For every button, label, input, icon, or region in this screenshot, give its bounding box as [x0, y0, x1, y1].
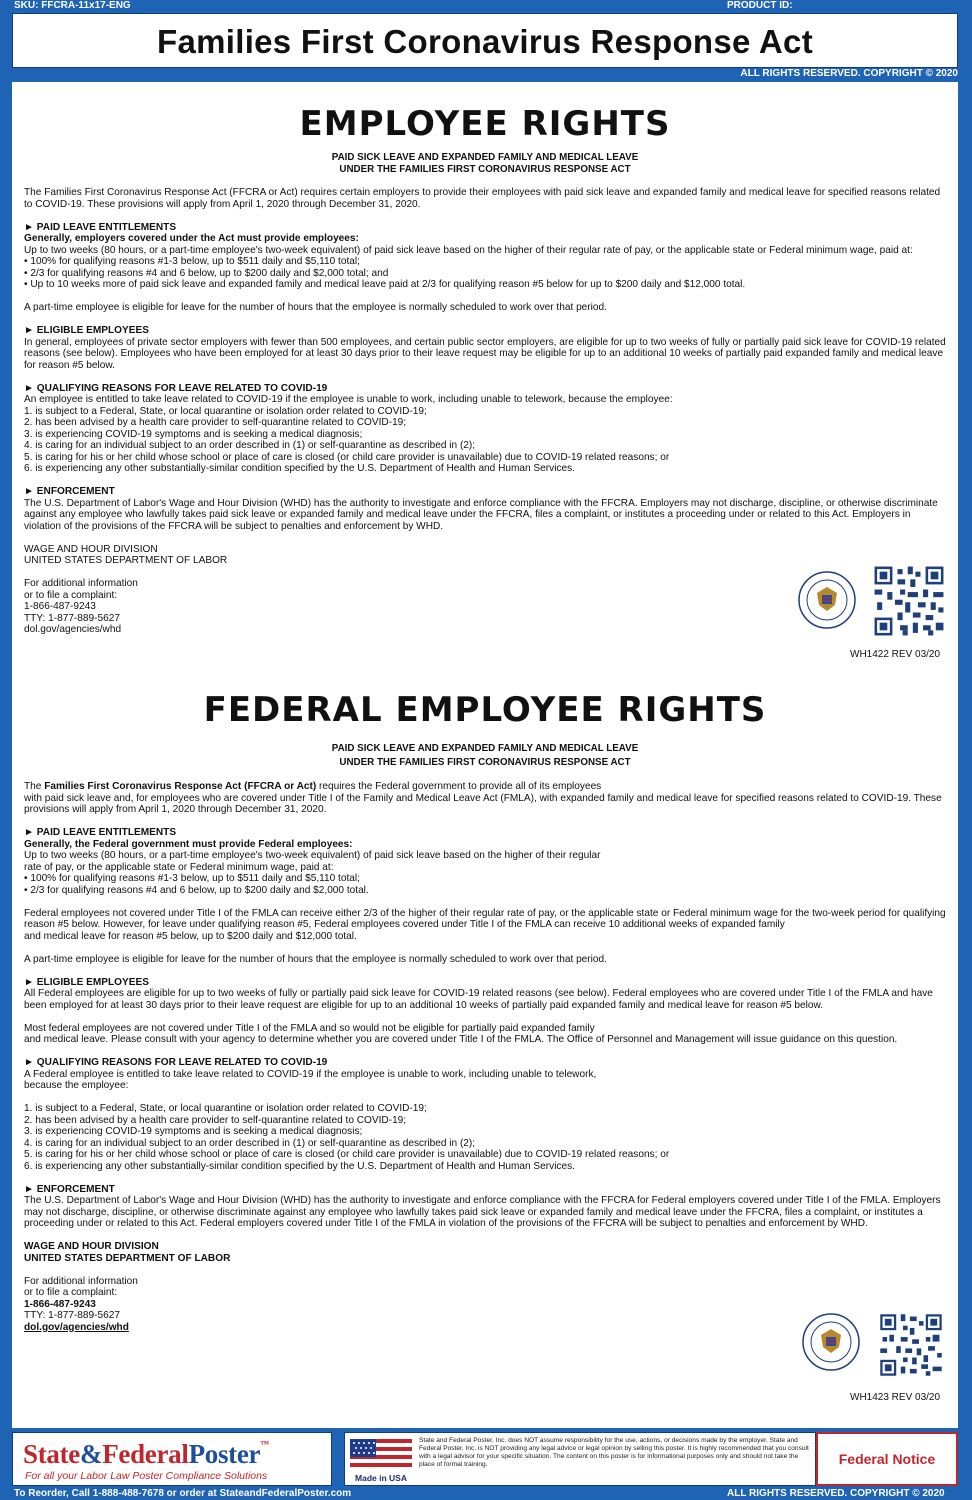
reason-item: 6. is experiencing any other substantially-similar condition specified by the U.S. Department of Health and Human Services. [24, 463, 575, 474]
federal-website-link[interactable]: dol.gov/agencies/whd [24, 1321, 129, 1333]
intro-text: The Families First Coronavirus Response Act (FFCRA or Act) requires certain employers to provide their employees with paid sick leave and expanded family and medical leave for specified reasons related to COVID-19. These provisions will apply from April 1, 2020 through December 31, 2020. [24, 187, 941, 210]
revision-label-1: WH1422 REV 03/20 [850, 649, 941, 660]
copyright-top: ALL RIGHTS RESERVED. COPYRIGHT © 2020 [740, 68, 958, 79]
tty-number: TTY: 1-877-889-5627 [24, 612, 120, 624]
federal-most-text-2: and medical leave. Please consult with your agency to determine whether you are covered under Title I of the FMLA. The Office of Personnel and Management will issue guidance on this question. [24, 1034, 898, 1045]
enforcement-heading: ► ENFORCEMENT [24, 486, 115, 497]
copyright-bottom: ALL RIGHTS RESERVED. COPYRIGHT © 2020 [727, 1488, 945, 1499]
reason-item: 3. is experiencing COVID-19 symptoms and is seeking a medical diagnosis; [24, 1126, 363, 1137]
federal-most-text-1: Most federal employees are not covered under Title I of the FMLA and so would not be eligible for partially paid expanded family [24, 1022, 595, 1034]
federal-qualifying-intro-1: A Federal employee is entitled to take leave related to COVID-19 if the employee is unable to work, including unable to telework, [24, 1068, 597, 1080]
federal-subtitle-1: PAID SICK LEAVE AND EXPANDED FAMILY AND MEDICAL LEAVE [331, 743, 639, 754]
federal-employee-rights-title: FEDERAL EMPLOYEE RIGHTS [203, 690, 767, 730]
sku-label: SKU: FFCRA-11x17-ENG [14, 0, 131, 11]
reason-item: 4. is caring for an individual subject to an order described in (1) or self-quarantine as described in (2); [24, 440, 476, 451]
enforcement-body: The U.S. Department of Labor's Wage and Hour Division (WHD) has the authority to investigate and enforce compliance with the FFCRA. Employers may not discharge, discipline, or otherwise discriminate against any employee who lawfully takes paid sick leave or expanded family and medical leave under the FFCRA, files a complaint, or institutes a proceeding under or related to this Act. Employers in violation of the provisions of the FFCRA will be subject to penalties and enforcement by WHD. [24, 497, 938, 532]
federal-qualifying-intro-2: because the employee: [24, 1080, 129, 1091]
federal-employee-rights-body [24, 781, 950, 1333]
federal-org-name-1: WAGE AND HOUR DIVISION [24, 1241, 159, 1252]
paid-leave-subheading: Generally, employers covered under the Act must provide employees: [24, 233, 359, 244]
federal-subtitle-2: UNDER THE FAMILIES FIRST CORONAVIRUS RESPONSE ACT [339, 757, 631, 768]
info-line-1: For additional information [24, 578, 138, 589]
brand-name: State&FederalPoster™ [23, 1439, 269, 1469]
paid-leave-bullet-2: • 2/3 for qualifying reasons #4 and 6 below, up to $200 daily and $2,000 total; and [24, 267, 389, 279]
paid-leave-body: Up to two weeks (80 hours, or a part-time employee's two-week equivalent) of paid sick leave based on the higher of their regular rate of pay, or the applicable state or Federal minimum wage, paid at: [24, 244, 913, 256]
reason-item: 1. is subject to a Federal, State, or local quarantine or isolation order related to COVID-19; [24, 1103, 427, 1114]
paid-leave-bullet-1: • 100% for qualifying reasons #1-3 below, up to $511 daily and $5,110 total; [24, 256, 360, 267]
website-link[interactable]: dol.gov/agencies/whd [24, 624, 122, 635]
reason-item: 5. is caring for his or her child whose school or place of care is closed (or child care provider is unavailable) due to COVID-19 related reasons; or [24, 451, 670, 463]
federal-notice-badge: Federal Notice [816, 1432, 958, 1486]
federal-paid-leave-body-1: Up to two weeks (80 hours, or a part-time employee's two-week equivalent) of paid sick leave based on the higher of their regular [24, 850, 601, 861]
federal-enforcement-body: The U.S. Department of Labor's Wage and Hour Division (WHD) has the authority to investigate and enforce compliance with the FFCRA for Federal employers covered under Title I of the FMLA. Employers may not discharge, discipline, or otherwise discriminate against any employee who lawfully takes paid sick leave or expanded family and medical leave under the FFCRA, files a complaint, or institutes a proceeding under or related to this Act. Federal employers covered under Title I of the FMLA in violation of the provisions of the FFCRA will be subject to penalties and enforcement by WHD. [24, 1195, 941, 1229]
federal-fmla-text-2: and medical leave for reason #5 below, up to $200 daily and $12,000 total. [24, 930, 357, 942]
phone-number: 1-866-487-9243 [24, 601, 96, 612]
org-name-2: UNITED STATES DEPARTMENT OF LABOR [24, 555, 228, 566]
title-box [12, 13, 958, 68]
employee-rights-title: EMPLOYEE RIGHTS [299, 104, 671, 144]
paid-leave-heading: ► PAID LEAVE ENTITLEMENTS [24, 221, 177, 233]
federal-phone-number: 1-866-487-9243 [24, 1298, 96, 1310]
federal-enforcement-heading: ► ENFORCEMENT [24, 1183, 115, 1195]
employee-rights-subtitle-2: UNDER THE FAMILIES FIRST CORONAVIRUS RESPONSE ACT [339, 164, 631, 175]
federal-eligible-body: All Federal employees are eligible for up to two weeks of fully or partially paid sick leave for COVID-19 related reasons (see below). Federal employees who are covered under Title I of the FMLA and have been employed for at least 30 days prior to their leave request are eligible for up to an additional 10 weeks of partially paid expanded family and medical leave for reason #5 below. [24, 988, 933, 1011]
reason-item: 2. has been advised by a health care provider to self-quarantine related to COVID-19; [24, 1114, 407, 1126]
federal-info-line-1: For additional information [24, 1275, 138, 1287]
reason-item: 2. has been advised by a health care provider to self-quarantine related to COVID-19; [24, 417, 407, 428]
qr-code-icon[interactable] [878, 1312, 944, 1378]
federal-qualifying-heading: ► QUALIFYING REASONS FOR LEAVE RELATED TO COVID-19 [24, 1057, 328, 1068]
org-name-1: WAGE AND HOUR DIVISION [24, 543, 158, 555]
qr-code-icon[interactable] [872, 564, 946, 638]
dol-seal-icon [798, 571, 856, 629]
dol-seal-icon [802, 1313, 860, 1371]
federal-tty-number: TTY: 1-877-889-5627 [24, 1310, 120, 1321]
federal-paid-leave-heading: ► PAID LEAVE ENTITLEMENTS [24, 827, 177, 838]
federal-eligible-heading: ► ELIGIBLE EMPLOYEES [24, 976, 149, 988]
reason-item: 4. is caring for an individual subject to an order described in (1) or self-quarantine as described in (2); [24, 1137, 476, 1149]
reason-item: 3. is experiencing COVID-19 symptoms and is seeking a medical diagnosis; [24, 428, 363, 440]
reorder-link[interactable]: To Reorder, Call 1-888-488-7678 or order at StateandFederalPoster.com [14, 1488, 352, 1499]
qualifying-heading: ► QUALIFYING REASONS FOR LEAVE RELATED TO COVID-19 [24, 382, 328, 394]
federal-intro-text: The Families First Coronavirus Response Act (FFCRA or Act) requires the Federal government to provide all of its employees [24, 781, 602, 792]
brand-logo-box [12, 1432, 332, 1486]
brand-tagline: For all your Labor Law Poster Compliance Solutions [25, 1470, 268, 1482]
made-in-usa-label: Made in USA [355, 1473, 407, 1483]
disclaimer-text: State and Federal Poster, Inc. does NOT assume responsibility for the use, actions, or decisions made by the employer. State and Federal Poster, Inc. is NOT providing any legal advice or legal opinion by selling this poster. It is highly recommended that you consult with a legal advisor for your specific situation. The content on this poster is for informational purposes only and should not take the place of formal training. [419, 1437, 809, 1469]
federal-paid-leave-subheading: Generally, the Federal government must provide Federal employees: [24, 838, 353, 850]
employee-rights-body [24, 187, 950, 636]
employee-rights-subtitle-1: PAID SICK LEAVE AND EXPANDED FAMILY AND MEDICAL LEAVE [331, 152, 639, 163]
poster-title: Families First Coronavirus Response Act [157, 23, 813, 60]
eligible-heading: ► ELIGIBLE EMPLOYEES [24, 325, 149, 336]
product-id-label: PRODUCT ID: [727, 0, 793, 11]
federal-paid-leave-bullet-1: • 100% for qualifying reasons #1-3 below, up to $511 daily and $5,110 total; [24, 873, 360, 884]
info-line-2: or to file a complaint: [24, 589, 118, 601]
eligible-body: In general, employees of private sector employers with fewer than 500 employees, and certain public sector employers, are eligible for up to two weeks of fully or partially paid sick leave for COVID-19 related reasons (see below). Employees who have been employed for at least 30 days prior to their leave request may be eligible for up to an additional 10 weeks of partially paid expanded family and medical leave for reason #5 below. [24, 336, 946, 371]
federal-paid-leave-bullet-2: • 2/3 for qualifying reasons #4 and 6 below, up to $200 daily and $2,000 total. [24, 884, 369, 896]
paid-leave-bullet-3: • Up to 10 weeks more of paid sick leave and expanded family and medical leave paid at 2/3 for qualifying reason #5 below for up to $200 daily and $12,000 total. [24, 279, 746, 290]
top-bar [0, 0, 972, 12]
federal-org-name-2: UNITED STATES DEPARTMENT OF LABOR [24, 1252, 231, 1264]
federal-info-line-2: or to file a complaint: [24, 1287, 118, 1298]
bottom-bar [0, 1487, 972, 1500]
federal-fmla-text-1: Federal employees not covered under Title I of the FMLA can receive either 2/3 of the higher of their regular rate of pay, or the applicable state or Federal minimum wage for the two-week period for qualifying reason #5 below. However, for leave under qualifying reason #5, Federal employees covered under Title I of the FMLA can receive 10 additional weeks of expanded family [24, 907, 946, 930]
qualifying-intro: An employee is entitled to take leave related to COVID-19 if the employee is unable to work, including unable to telework, because the employee: [24, 394, 673, 405]
part-time-text: A part-time employee is eligible for leave for the number of hours that the employee is normally scheduled to work over that period. [24, 302, 607, 313]
reason-item: 1. is subject to a Federal, State, or local quarantine or isolation order related to COVID-19; [24, 405, 427, 417]
poster-content [12, 82, 958, 1428]
federal-intro-rest: with paid sick leave and, for employees who are covered under Title I of the Family and Medical Leave Act (FMLA), with expanded family and medical leave for specified reasons related to COVID-19. These provisions will apply from April 1, 2020 through December 31, 2020. [24, 792, 942, 815]
reason-item: 5. is caring for his or her child whose school or place of care is closed (or child care provider is unavailable) due to COVID-19 related reasons; or [24, 1149, 670, 1160]
federal-paid-leave-body-2: rate of pay, or the applicable state or Federal minimum wage, paid at: [24, 861, 334, 873]
poster-footer [12, 1432, 958, 1486]
revision-label-2: WH1423 REV 03/20 [850, 1392, 941, 1403]
federal-part-time-text: A part-time employee is eligible for leave for the number of hours that the employee is normally scheduled to work over that period. [24, 953, 607, 965]
made-in-usa-box [344, 1432, 816, 1486]
reason-item: 6. is experiencing any other substantially-similar condition specified by the U.S. Department of Health and Human Services. [24, 1160, 575, 1172]
